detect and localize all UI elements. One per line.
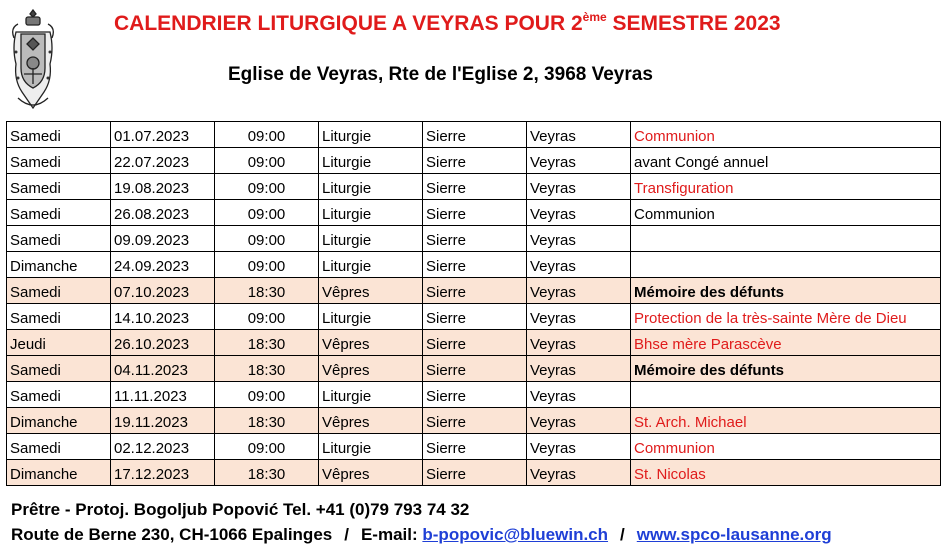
table-row [7,330,941,356]
table-row [7,148,941,174]
place2-cell: Veyras [527,148,631,174]
table-row [7,460,941,486]
place2-cell: Veyras [527,226,631,252]
day-cell: Samedi [7,304,111,330]
date-cell: 07.10.2023 [111,278,215,304]
date-cell: 24.09.2023 [111,252,215,278]
service-cell: Liturgie [319,226,423,252]
place-cell: Sierre [423,200,527,226]
note-cell: Mémoire des défunts [631,356,941,382]
website-link[interactable]: www.spco-lausanne.org [636,525,832,544]
note-cell [631,226,941,252]
place2-cell: Veyras [527,200,631,226]
coat-of-arms-icon [10,8,56,112]
date-cell: 01.07.2023 [111,122,215,148]
note-cell: Protection de la très-sainte Mère de Dieu [631,304,941,330]
time-cell: 09:00 [215,226,319,252]
note-cell: Transfiguration [631,174,941,200]
date-cell: 19.11.2023 [111,408,215,434]
date-cell: 04.11.2023 [111,356,215,382]
day-cell: Samedi [7,122,111,148]
place-cell: Sierre [423,226,527,252]
date-cell: 02.12.2023 [111,434,215,460]
note-cell: Communion [631,122,941,148]
service-cell: Vêpres [319,278,423,304]
page-title: CALENDRIER LITURGIQUE A VEYRAS POUR 2ème SEMESTRE 2023 [114,10,781,35]
place2-cell: Veyras [527,356,631,382]
place2-cell: Veyras [527,278,631,304]
place-cell: Sierre [423,148,527,174]
day-cell: Dimanche [7,408,111,434]
time-cell: 09:00 [215,304,319,330]
service-cell: Vêpres [319,408,423,434]
place2-cell: Veyras [527,460,631,486]
note-cell [631,252,941,278]
place2-cell: Veyras [527,408,631,434]
date-cell: 14.10.2023 [111,304,215,330]
place-cell: Sierre [423,434,527,460]
date-cell: 17.12.2023 [111,460,215,486]
place-cell: Sierre [423,356,527,382]
address: Route de Berne 230, CH-1066 Epalinges [11,525,333,544]
table-row [7,408,941,434]
service-cell: Liturgie [319,382,423,408]
table-row [7,226,941,252]
email-link[interactable]: b-popovic@bluewin.ch [422,525,609,544]
place2-cell: Veyras [527,382,631,408]
time-cell: 09:00 [215,200,319,226]
date-cell: 26.10.2023 [111,330,215,356]
day-cell: Samedi [7,174,111,200]
service-cell: Liturgie [319,200,423,226]
place2-cell: Veyras [527,330,631,356]
service-cell: Liturgie [319,252,423,278]
place2-cell: Veyras [527,304,631,330]
time-cell: 09:00 [215,382,319,408]
date-cell: 22.07.2023 [111,148,215,174]
place2-cell: Veyras [527,122,631,148]
note-cell [631,382,941,408]
separator: / [344,525,349,544]
place-cell: Sierre [423,382,527,408]
date-cell: 26.08.2023 [111,200,215,226]
time-cell: 18:30 [215,408,319,434]
place-cell: Sierre [423,174,527,200]
date-cell: 19.08.2023 [111,174,215,200]
day-cell: Samedi [7,148,111,174]
note-cell: Mémoire des défunts [631,278,941,304]
time-cell: 09:00 [215,148,319,174]
place-cell: Sierre [423,330,527,356]
schedule-table [6,121,941,486]
day-cell: Samedi [7,382,111,408]
day-cell: Dimanche [7,252,111,278]
day-cell: Samedi [7,356,111,382]
time-cell: 09:00 [215,252,319,278]
note-cell: Bhse mère Parascève [631,330,941,356]
day-cell: Samedi [7,434,111,460]
place-cell: Sierre [423,252,527,278]
time-cell: 18:30 [215,460,319,486]
note-cell: avant Congé annuel [631,148,941,174]
service-cell: Vêpres [319,460,423,486]
place-cell: Sierre [423,304,527,330]
table-row [7,174,941,200]
table-row [7,356,941,382]
separator: / [620,525,625,544]
table-row [7,304,941,330]
place2-cell: Veyras [527,252,631,278]
place-cell: Sierre [423,278,527,304]
day-cell: Samedi [7,226,111,252]
table-row [7,200,941,226]
table-row [7,382,941,408]
service-cell: Vêpres [319,356,423,382]
email-label: E-mail: [360,525,418,544]
time-cell: 18:30 [215,278,319,304]
note-cell: Communion [631,200,941,226]
date-cell: 09.09.2023 [111,226,215,252]
place2-cell: Veyras [527,174,631,200]
day-cell: Samedi [7,278,111,304]
date-cell: 11.11.2023 [111,382,215,408]
service-cell: Liturgie [319,122,423,148]
table-row [7,122,941,148]
time-cell: 18:30 [215,330,319,356]
time-cell: 09:00 [215,174,319,200]
note-cell: St. Arch. Michael [631,408,941,434]
page-subtitle: Eglise de Veyras, Rte de l'Eglise 2, 3968 Veyras [228,64,653,85]
address-line [11,525,832,545]
time-cell: 09:00 [215,122,319,148]
service-cell: Liturgie [319,174,423,200]
table-row [7,434,941,460]
time-cell: 18:30 [215,356,319,382]
service-cell: Liturgie [319,304,423,330]
priest-contact: Prêtre - Protoj. Bogoljub Popović Tel. +41 (0)79 793 74 32 [11,500,470,519]
note-cell: St. Nicolas [631,460,941,486]
place-cell: Sierre [423,460,527,486]
day-cell: Dimanche [7,460,111,486]
table-row [7,278,941,304]
place-cell: Sierre [423,122,527,148]
day-cell: Samedi [7,200,111,226]
note-cell: Communion [631,434,941,460]
day-cell: Jeudi [7,330,111,356]
place2-cell: Veyras [527,434,631,460]
place-cell: Sierre [423,408,527,434]
service-cell: Liturgie [319,148,423,174]
table-row [7,252,941,278]
service-cell: Vêpres [319,330,423,356]
time-cell: 09:00 [215,434,319,460]
service-cell: Liturgie [319,434,423,460]
